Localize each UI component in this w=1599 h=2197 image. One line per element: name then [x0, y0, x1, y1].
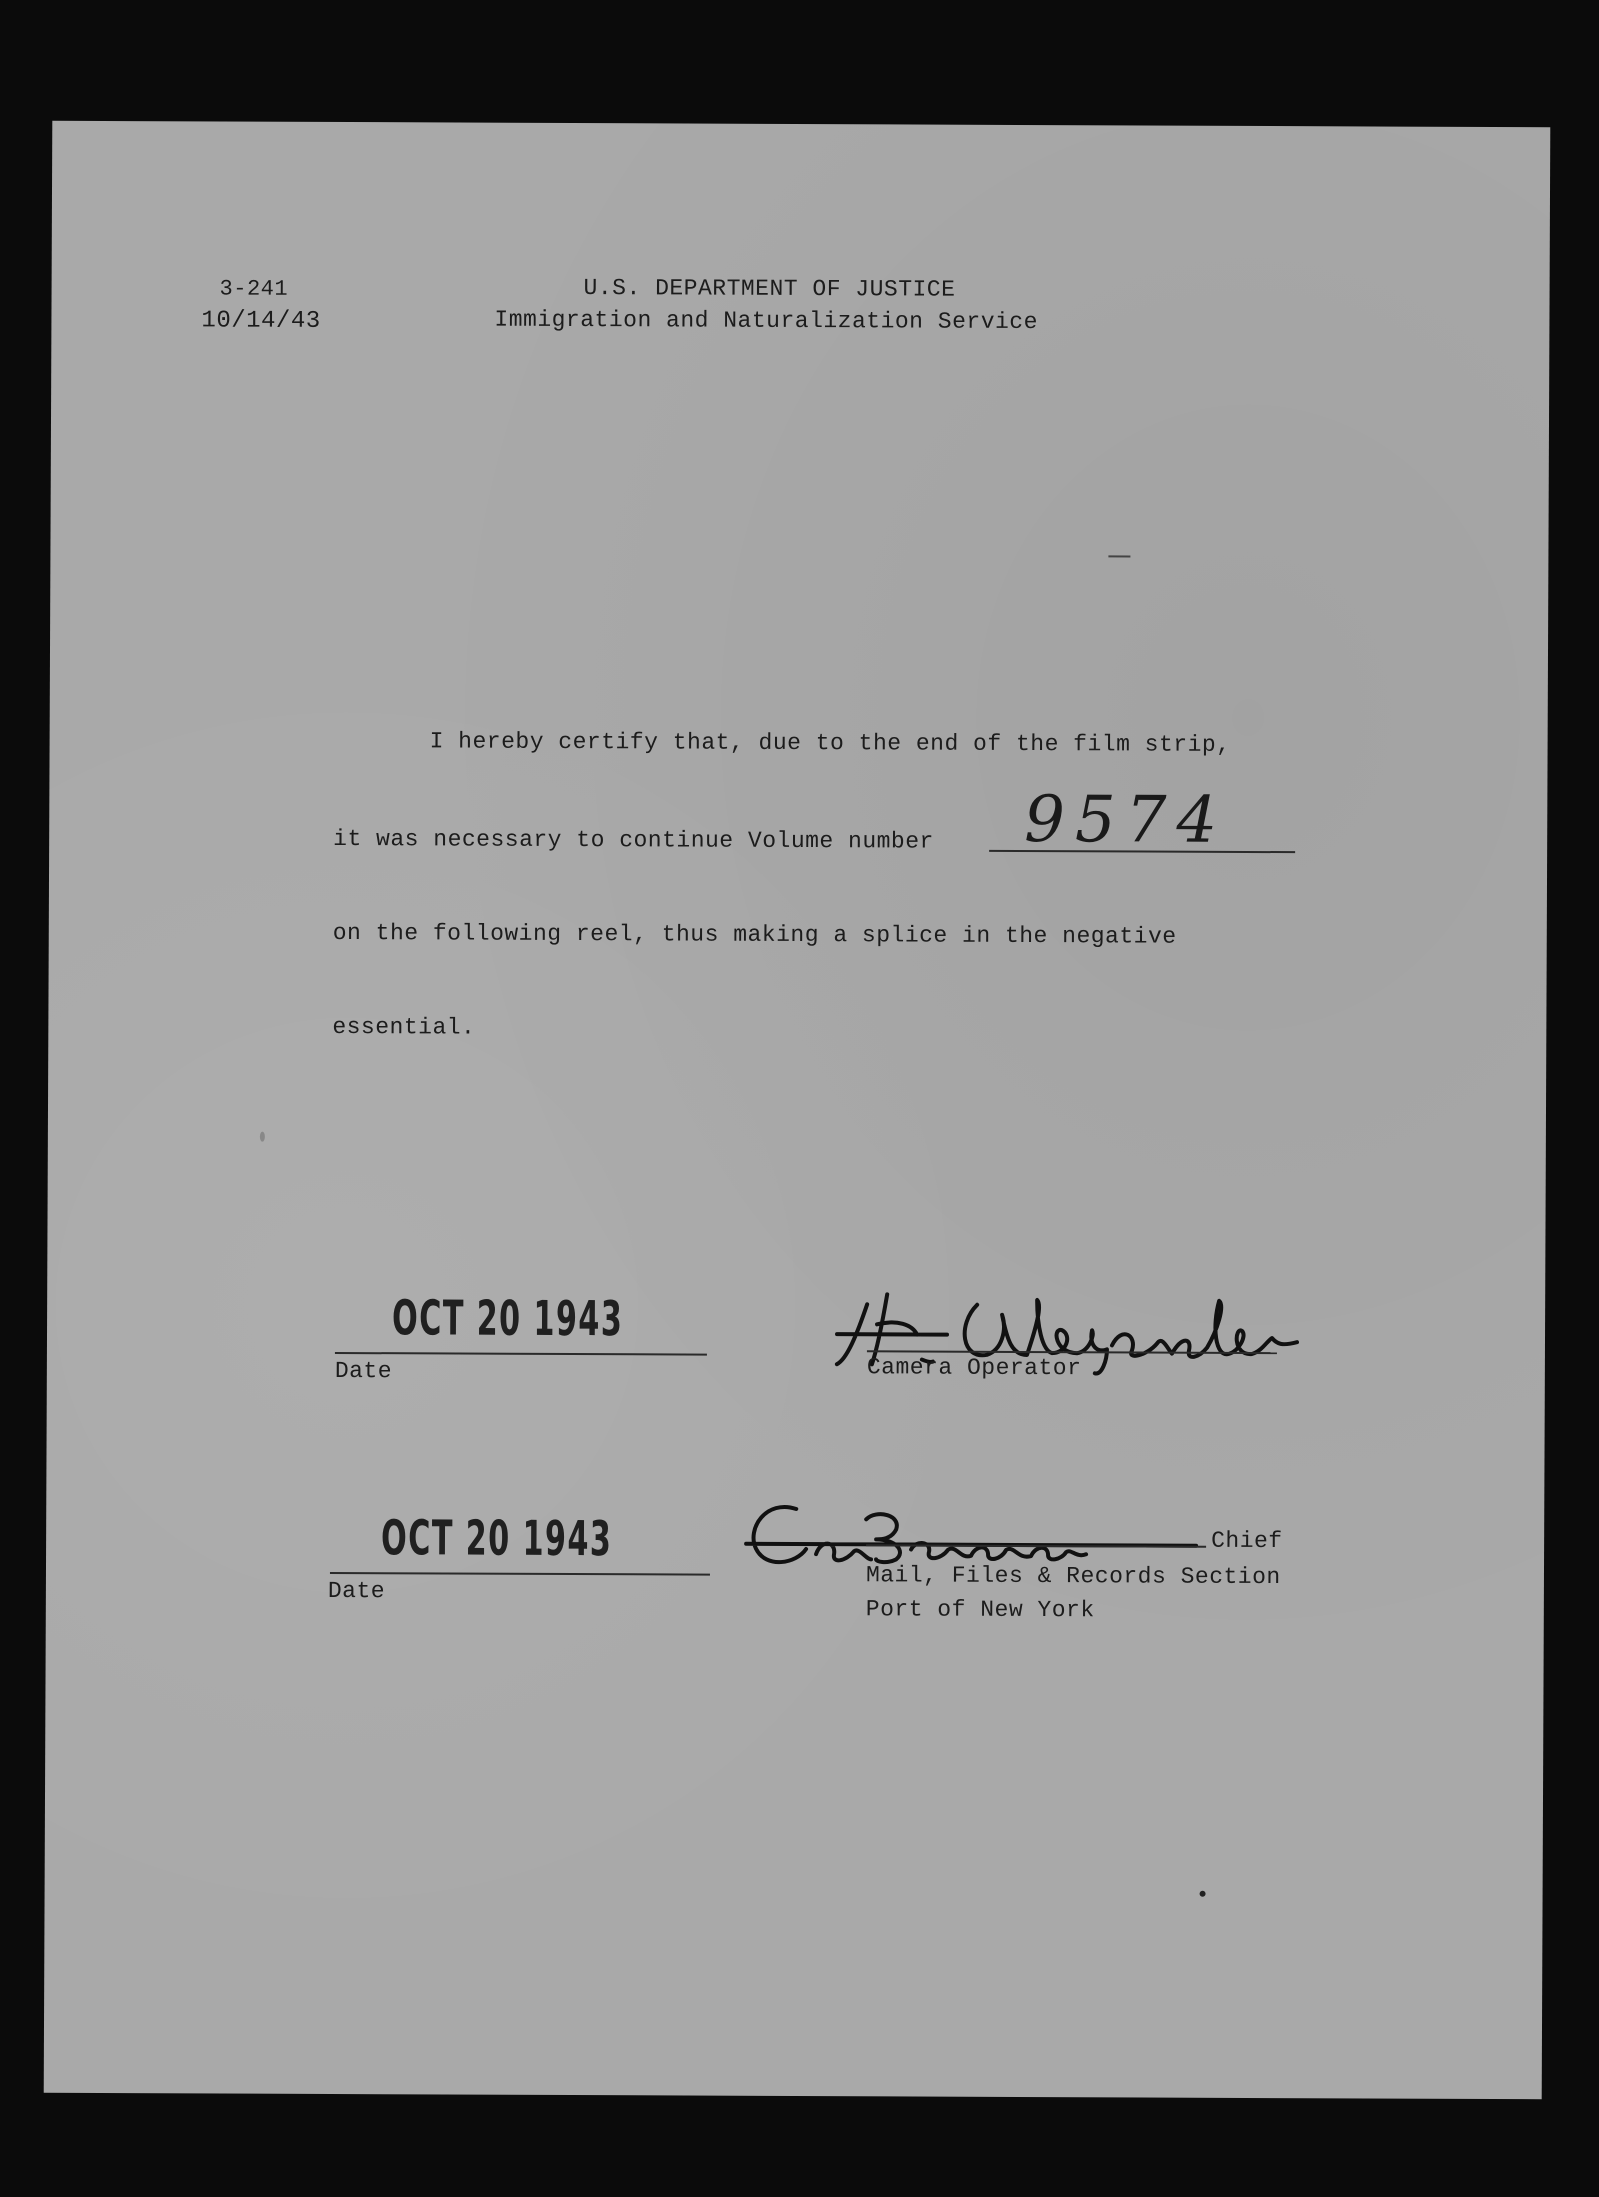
port-title: Port of New York — [865, 1596, 1095, 1624]
chief-title: Chief — [1211, 1527, 1283, 1555]
certification-line-4: essential. — [332, 1013, 476, 1041]
date-stamp-2: OCT 20 1943 — [381, 1510, 613, 1568]
certification-line-3: on the following reel, thus making a splice in the negative — [332, 919, 1177, 950]
form-date: 10/14/43 — [201, 307, 321, 335]
volume-number: 9574 — [1024, 782, 1228, 858]
date-label-2: Date — [327, 1577, 386, 1605]
section-title: Mail, Files & Records Section — [865, 1562, 1281, 1591]
date-rule-1 — [335, 1352, 707, 1356]
certification-line-1: I hereby certify that, due to the end of the film strip, — [429, 728, 1231, 758]
scan-speck — [1200, 1891, 1206, 1897]
form-code: 3-241 — [219, 276, 289, 302]
scan-speck — [260, 1132, 265, 1142]
certification-line-2: it was necessary to continue Volume number — [333, 825, 934, 855]
date-rule-2 — [330, 1572, 710, 1576]
scan-speck — [1108, 555, 1130, 557]
camera-operator-label: Camera Operator — [866, 1354, 1082, 1382]
document-page — [44, 121, 1551, 2100]
date-stamp-1: OCT 20 1943 — [391, 1290, 624, 1348]
service-heading: Immigration and Naturalization Service — [494, 306, 1038, 336]
date-label-1: Date — [334, 1357, 393, 1385]
department-heading: U.S. DEPARTMENT OF JUSTICE — [583, 275, 956, 303]
